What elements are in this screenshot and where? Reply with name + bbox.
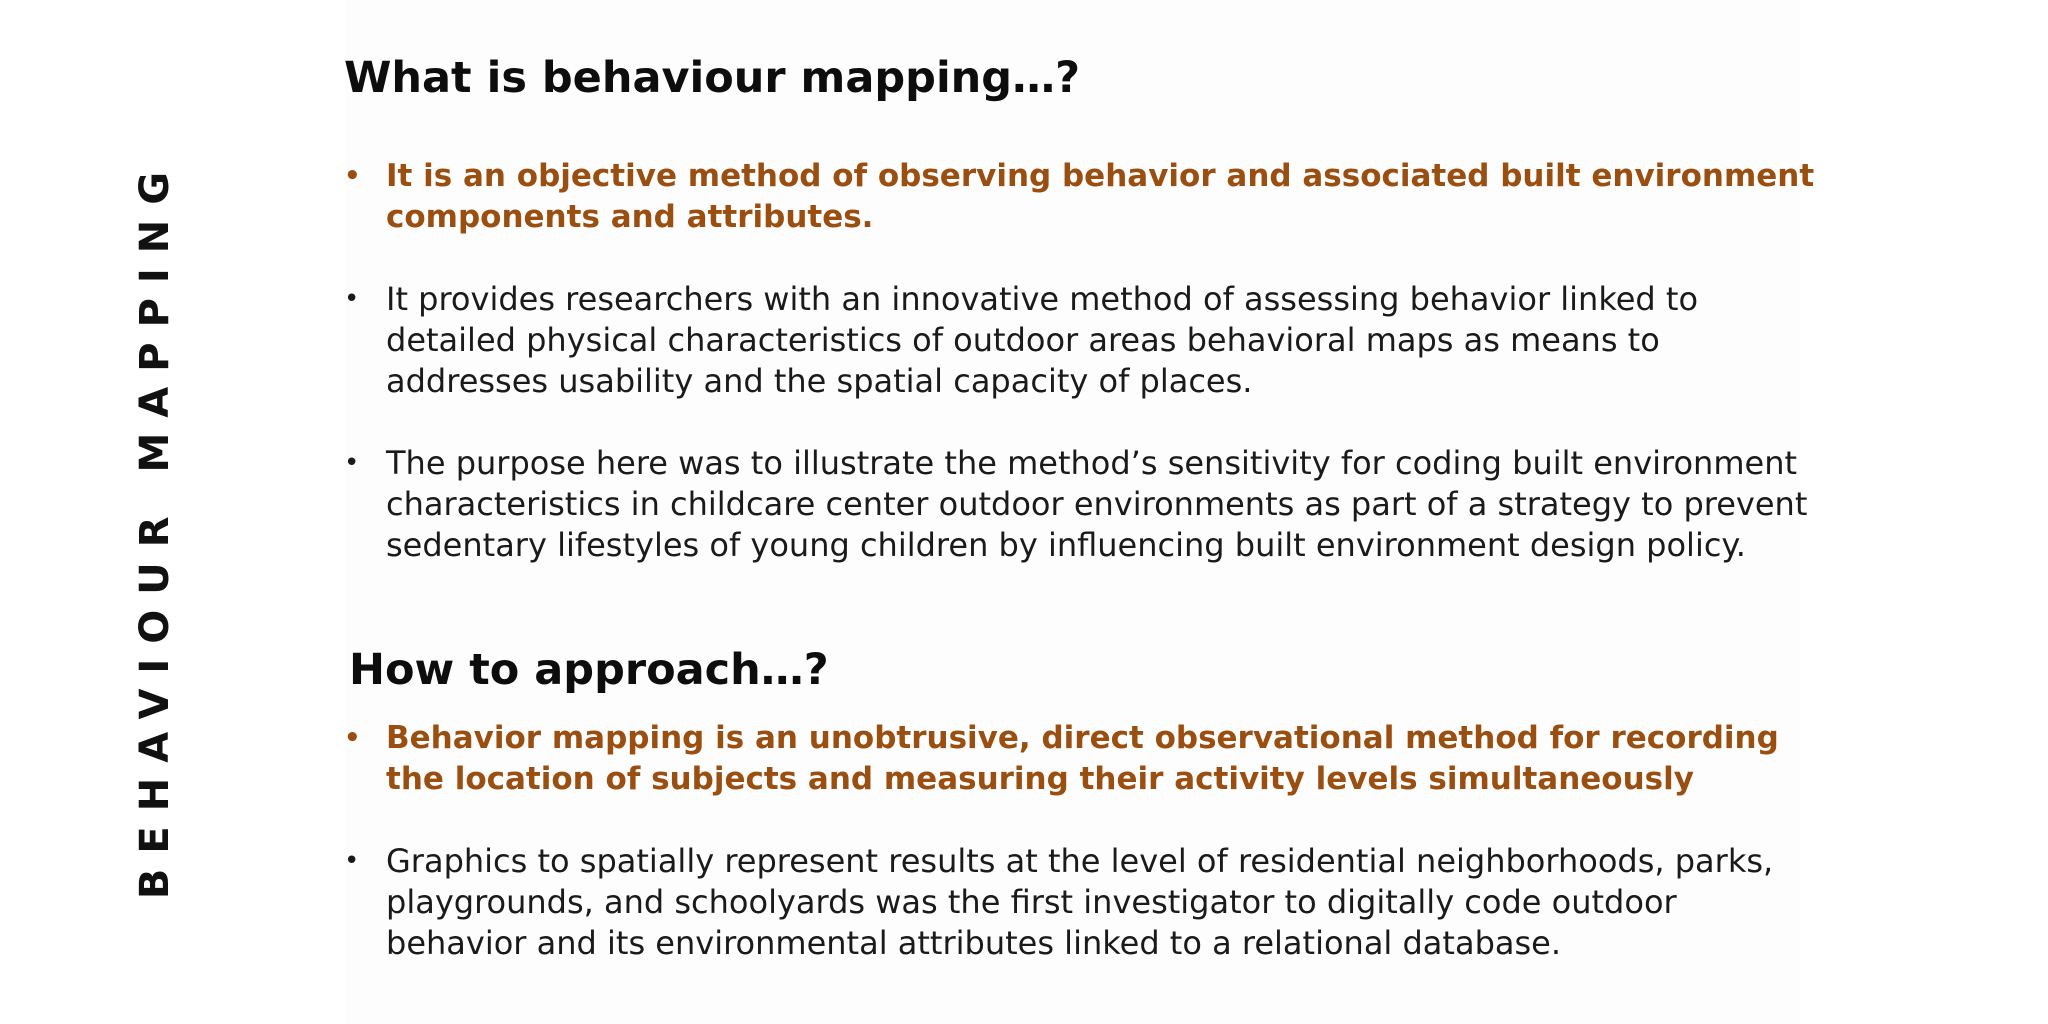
vertical-side-title: BEHAVIOUR MAPPING: [132, 156, 178, 900]
list-item: [344, 718, 1824, 800]
section-heading-what-is: What is behaviour mapping…?: [344, 53, 1081, 103]
bullet-text: It provides researchers with an innovative method of assessing behavior linked to detailed physical characteristics of outdoor areas behavioral maps as means to addresses usability and the spatial capacity of places.: [386, 280, 1699, 400]
list-item: [344, 841, 1824, 964]
bullet-text: Behavior mapping is an unobtrusive, direct observational method for recording the location of subjects and measuring their activity levels simultaneously: [386, 720, 1779, 797]
bullet-dot-icon: •: [344, 448, 360, 478]
list-item: [344, 156, 1824, 238]
bullet-dot-icon: •: [344, 846, 360, 876]
section-heading-how-to: How to approach…?: [349, 645, 829, 695]
bullet-list-what-is: [344, 156, 1824, 566]
bullet-text: The purpose here was to illustrate the method’s sensitivity for coding built environment characteristics in childcare center outdoor environments as part of a strategy to prevent sedentary lifestyles of young children by influencing built environment design policy.: [386, 444, 1808, 564]
bullet-dot-icon: •: [344, 723, 361, 753]
bullet-dot-icon: •: [344, 284, 360, 314]
bullet-list-how-to: [344, 718, 1824, 964]
bullet-text: It is an objective method of observing behavior and associated built environment components and attributes.: [386, 158, 1815, 235]
bullet-text: Graphics to spatially represent results at the level of residential neighborhoods, parks, playgrounds, and schoolyards was the first investigator to digitally code outdoor behavior and its environmental attributes linked to a relational database.: [386, 842, 1774, 962]
list-item: [344, 443, 1824, 566]
list-item: [344, 279, 1824, 402]
bullet-dot-icon: •: [344, 161, 361, 191]
